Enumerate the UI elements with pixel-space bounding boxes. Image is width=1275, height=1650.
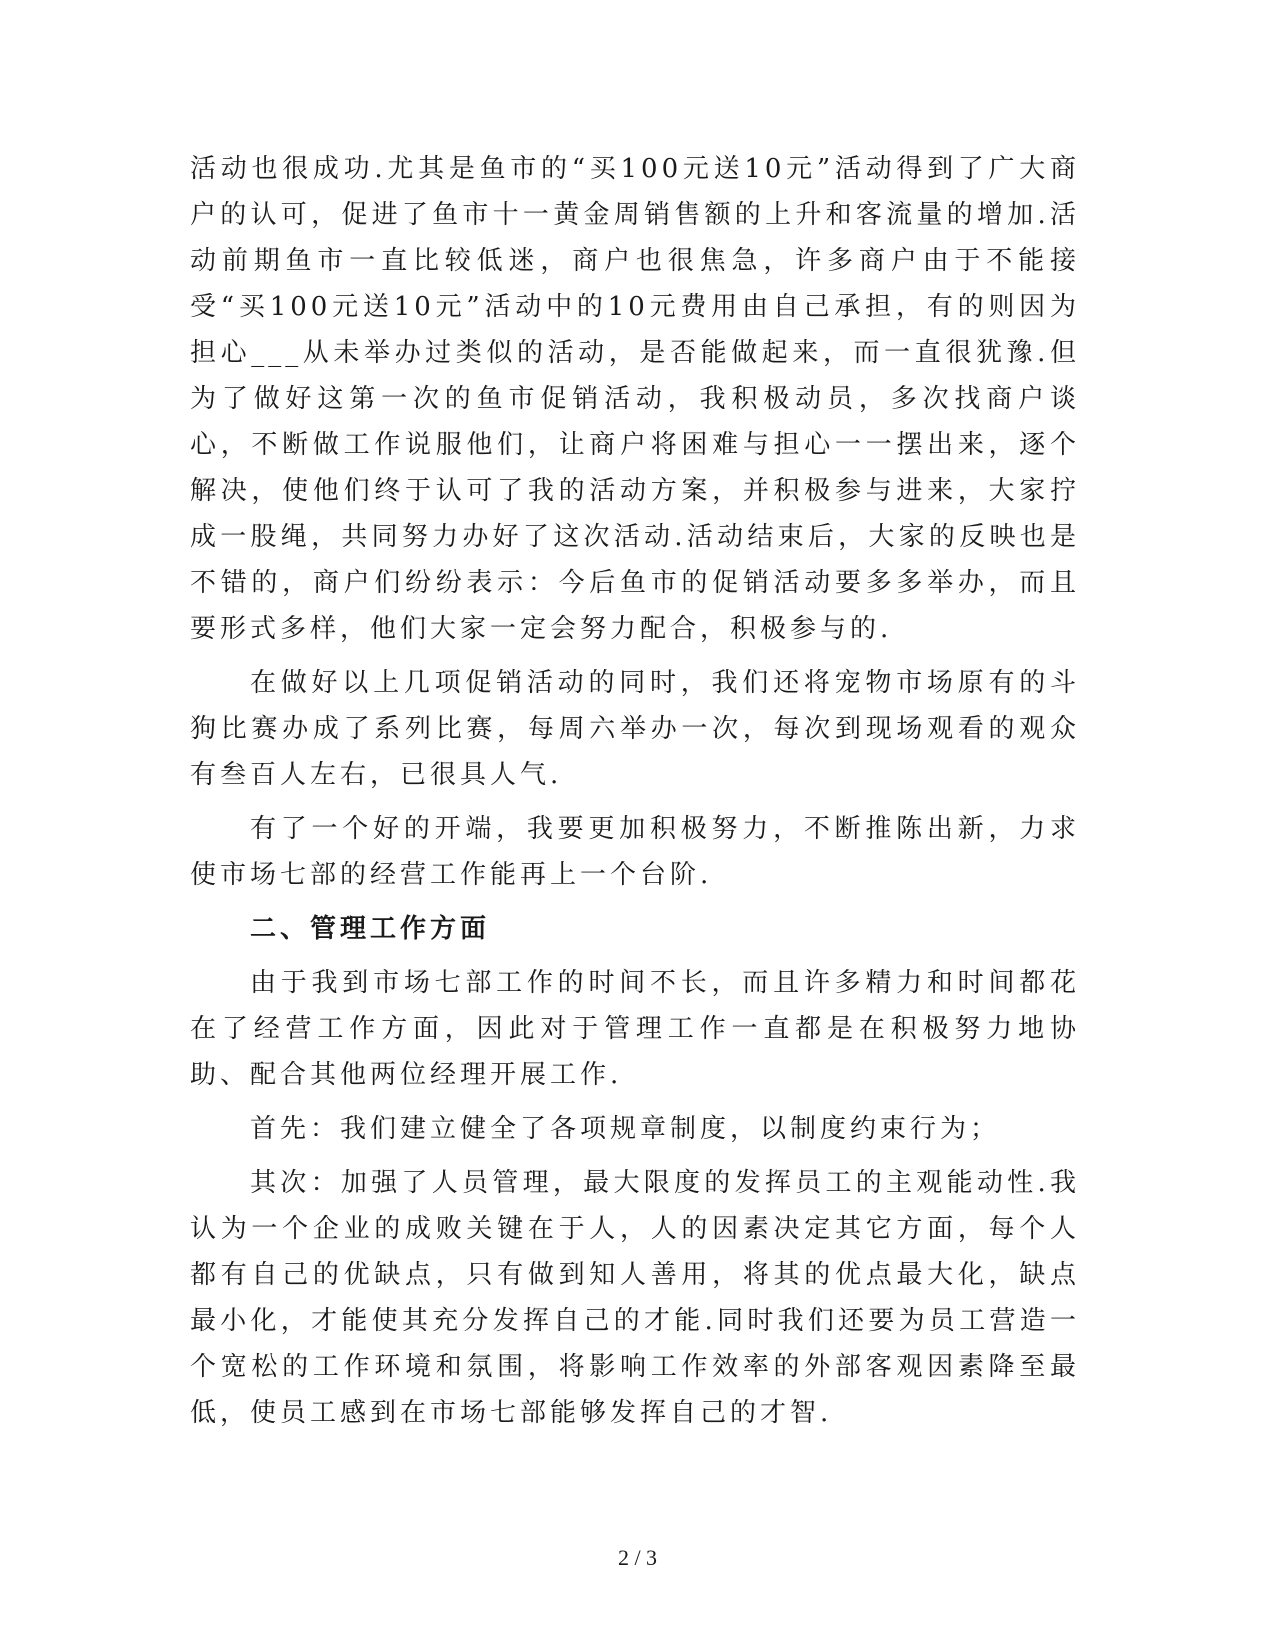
- paragraph-dog-competition: 在做好以上几项促销活动的同时，我们还将宠物市场原有的斗狗比赛办成了系列比赛，每周六举办一次，每次到现场观看的观众有叁百人左右，已很具人气.: [190, 668, 1080, 790]
- paragraph-fish-market-promotion: 活动也很成功.尤其是鱼市的“买100元送10元”活动得到了广大商户的认可，促进了鱼市十一黄金周销售额的上升和客流量的增加.活动前期鱼市一直比较低迷，商户也很焦急，许多商户由于不能接受“买100元送10元”活动中的10元费用由自己承担，有的则因为担心___从未举办过类似的活动，是否能做起来，而一直很犹豫.但为了做好这第一次的鱼市促销活动，我积极动员，多次找商户谈心，不断做工作说服他们，让商户将困难与担心一一摆出来，逐个解决，使他们终于认可了我的活动方案，并积极参与进来，大家拧成一股绳，共同努力办好了这次活动.活动结束后，大家的反映也是不错的，商户们纷纷表示：今后鱼市的促销活动要多多举办，而且要形式多样，他们大家一定会努力配合，积极参与的.: [190, 154, 1080, 644]
- page-number: 2 / 3: [617, 1545, 658, 1570]
- section-heading-management: 二、管理工作方面: [250, 914, 491, 944]
- paragraph-good-start: 有了一个好的开端，我要更加积极努力，不断推陈出新，力求使市场七部的经营工作能再上一个台阶.: [190, 814, 1080, 890]
- paragraph-second-staff: 其次：加强了人员管理，最大限度的发挥员工的主观能动性.我认为一个企业的成败关键在于人，人的因素决定其它方面，每个人都有自己的优缺点，只有做到知人善用，将其的优点最大化，缺点最小化，才能使其充分发挥自己的才能.同时我们还要为员工营造一个宽松的工作环境和氛围，将影响工作效率的外部客观因素降至最低，使员工感到在市场七部能够发挥自己的才智.: [190, 1168, 1080, 1428]
- document-body: [190, 146, 1080, 1444]
- paragraph-first-rules: 首先：我们建立健全了各项规章制度，以制度约束行为；: [250, 1114, 1001, 1144]
- paragraph-management-intro: 由于我到市场七部工作的时间不长，而且许多精力和时间都花在了经营工作方面，因此对于管理工作一直都是在积极努力地协助、配合其他两位经理开展工作.: [190, 968, 1080, 1090]
